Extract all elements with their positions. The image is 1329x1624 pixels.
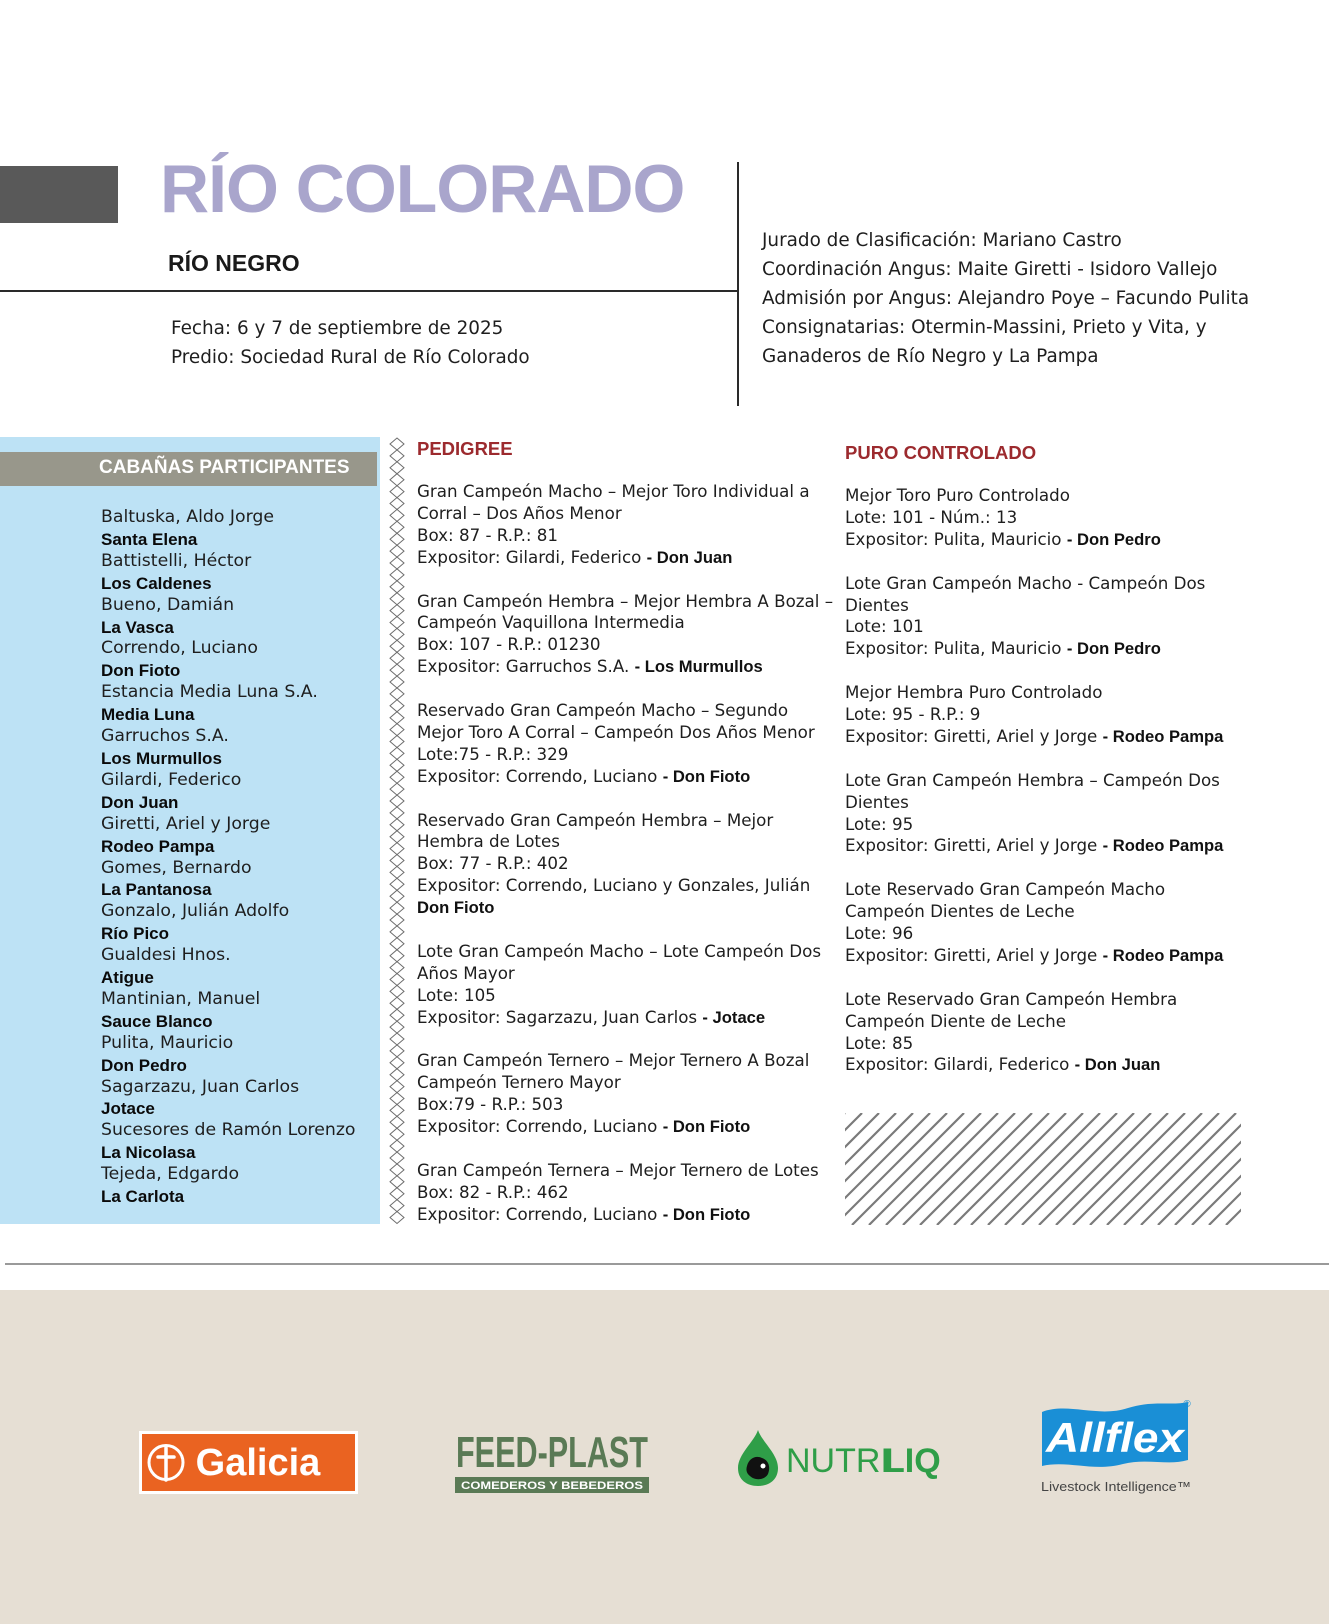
diamond-mark bbox=[390, 1212, 404, 1224]
award-block bbox=[417, 591, 833, 679]
diamond-mark bbox=[390, 1057, 404, 1069]
exhibitor-line bbox=[845, 726, 1223, 748]
nutriliq-text-a: NUTRI bbox=[786, 1442, 890, 1480]
diamond-mark bbox=[390, 878, 404, 890]
award-line: Lote Gran Campeón Hembra – Campeón Dos bbox=[845, 769, 1220, 790]
diamond-mark bbox=[390, 581, 404, 593]
staff-line: Jurado de Clasificación: Mariano Castro bbox=[762, 230, 1122, 251]
breeder-name: Giretti, Ariel y Jorge bbox=[101, 813, 271, 834]
hatch-line bbox=[869, 1113, 981, 1225]
bottom-rule bbox=[5, 1263, 1329, 1265]
exhibitor-cabana: - Don Fioto bbox=[662, 1204, 751, 1224]
award-line: Mejor Hembra Puro Controlado bbox=[845, 682, 1103, 703]
award-line: Campeón Diente de Leche bbox=[845, 1010, 1066, 1031]
diamond-mark bbox=[390, 688, 404, 700]
breeder-name: Gualdesi Hnos. bbox=[101, 945, 231, 966]
breeder-name: Bueno, Damián bbox=[101, 594, 235, 615]
exhibitor-cabana: - Rodeo Pampa bbox=[1102, 836, 1224, 856]
award-line: Lote: 101 - Núm.: 13 bbox=[845, 506, 1018, 527]
staff-info bbox=[762, 226, 1249, 371]
hatch-line bbox=[852, 1113, 964, 1225]
diamond-mark bbox=[390, 486, 404, 498]
diamond-mark bbox=[390, 509, 404, 521]
exhibitor-line bbox=[845, 835, 1223, 857]
diamond-mark bbox=[390, 914, 404, 926]
hatch-line bbox=[937, 1113, 1049, 1225]
feedplast-logo bbox=[455, 1423, 649, 1495]
feedplast-text: FEED-PLAST bbox=[456, 1428, 649, 1477]
diamond-mark bbox=[390, 1021, 404, 1033]
diamond-mark bbox=[390, 855, 404, 867]
nutriliq-logo bbox=[738, 1428, 958, 1488]
hatch-line bbox=[1141, 1113, 1253, 1225]
hatch-pattern-decoration bbox=[845, 1113, 1241, 1225]
hatch-line bbox=[818, 1113, 930, 1225]
hatch-line bbox=[1175, 1113, 1287, 1225]
exhibitor-name: Expositor: Gilardi, Federico bbox=[845, 1054, 1075, 1075]
diamond-mark bbox=[390, 866, 404, 878]
hatch-line bbox=[835, 1113, 947, 1225]
hatch-line bbox=[1277, 1113, 1329, 1225]
diamond-mark bbox=[390, 759, 404, 771]
exhibitor-line bbox=[417, 1116, 833, 1138]
exhibitor-name: Expositor: Pulita, Mauricio bbox=[845, 638, 1067, 659]
cabana-name: La Vasca bbox=[101, 617, 174, 637]
diamond-mark bbox=[390, 1009, 404, 1021]
diamond-mark bbox=[390, 795, 404, 807]
diamond-mark bbox=[390, 557, 404, 569]
diamond-mark bbox=[390, 1152, 404, 1164]
hatch-line bbox=[903, 1113, 1015, 1225]
diamond-mark bbox=[390, 450, 404, 462]
award-line: Dientes bbox=[845, 594, 909, 615]
cabana-name: Don Juan bbox=[101, 792, 179, 812]
pedigree-column bbox=[417, 481, 833, 1248]
diamond-mark bbox=[390, 1116, 404, 1128]
cabana-name: Los Murmullos bbox=[101, 748, 222, 768]
exhibitor-name: Expositor: Correndo, Luciano bbox=[417, 1116, 663, 1137]
diamond-mark bbox=[390, 938, 404, 950]
award-line: Lote Reservado Gran Campeón Hembra bbox=[845, 988, 1178, 1009]
hatch-line bbox=[1107, 1113, 1219, 1225]
exhibitor-name: Expositor: Garruchos S.A. bbox=[417, 656, 635, 677]
diamond-mark bbox=[390, 1188, 404, 1200]
award-line: Gran Campeón Ternera – Mejor Ternero de Lotes bbox=[417, 1160, 819, 1180]
diamond-mark bbox=[390, 1200, 404, 1212]
allflex-text: Allflex bbox=[1044, 1414, 1186, 1461]
award-block bbox=[845, 989, 1223, 1077]
award-line: Años Mayor bbox=[417, 962, 515, 983]
exhibitor-line bbox=[845, 945, 1223, 967]
diamond-mark bbox=[390, 1033, 404, 1045]
award-line: Gran Campeón Macho – Mejor Toro Individual a bbox=[417, 481, 810, 501]
exhibitor-name: Expositor: Giretti, Ariel y Jorge bbox=[845, 725, 1103, 746]
diamond-mark bbox=[390, 997, 404, 1009]
hatch-line bbox=[1294, 1113, 1329, 1225]
diamond-mark bbox=[390, 1140, 404, 1152]
page-subtitle: RÍO NEGRO bbox=[168, 250, 300, 276]
cabana-name: Jotace bbox=[101, 1099, 155, 1119]
exhibitor-cabana: - Don Juan bbox=[1074, 1055, 1161, 1075]
award-block bbox=[845, 485, 1223, 551]
staff-line: Admisión por Angus: Alejandro Poye – Facundo Pulita bbox=[762, 288, 1250, 309]
exhibitor-line bbox=[417, 547, 833, 569]
hatch-line bbox=[1260, 1113, 1329, 1225]
diamond-mark bbox=[390, 593, 404, 605]
diamond-mark bbox=[390, 985, 404, 997]
allflex-registered: ® bbox=[1183, 1399, 1191, 1410]
header-divider bbox=[737, 162, 739, 406]
allflex-tagline: Livestock Intelligence™ bbox=[1041, 1479, 1191, 1494]
diamond-mark bbox=[390, 1128, 404, 1140]
hatch-line bbox=[1005, 1113, 1117, 1225]
breeder-name: Sagarzazu, Juan Carlos bbox=[101, 1076, 300, 1097]
award-line: Box: 82 - R.P.: 462 bbox=[417, 1181, 569, 1202]
breeder-name: Battistelli, Héctor bbox=[101, 550, 252, 571]
exhibitor-cabana: - Rodeo Pampa bbox=[1102, 726, 1224, 746]
diamond-mark bbox=[390, 521, 404, 533]
diamond-mark bbox=[390, 1093, 404, 1105]
award-line: Box: 77 - R.P.: 402 bbox=[417, 853, 569, 874]
hatch-line bbox=[886, 1113, 998, 1225]
breeder-name: Correndo, Luciano bbox=[101, 638, 258, 659]
cabana-name: Don Fioto bbox=[101, 661, 181, 681]
award-line: Mejor Toro A Corral – Campeón Dos Años Menor bbox=[417, 721, 815, 742]
exhibitor-line bbox=[417, 656, 833, 678]
hatch-line bbox=[1073, 1113, 1185, 1225]
award-line: Dientes bbox=[845, 791, 909, 812]
exhibitor-cabana: - Don Juan bbox=[646, 547, 733, 567]
diamond-mark bbox=[390, 569, 404, 581]
exhibitor-line bbox=[845, 638, 1223, 660]
hatch-line bbox=[1192, 1113, 1304, 1225]
award-block bbox=[417, 810, 833, 920]
award-line: Lote: 85 bbox=[845, 1032, 914, 1053]
cabanas-list bbox=[101, 507, 356, 1208]
diamond-mark bbox=[390, 1069, 404, 1081]
cabana-name: Río Pico bbox=[101, 924, 170, 944]
exhibitor-line bbox=[417, 1007, 833, 1029]
event-date: Fecha: 6 y 7 de septiembre de 2025 bbox=[171, 318, 504, 339]
award-line: Lote: 96 bbox=[845, 923, 914, 944]
hatch-line bbox=[920, 1113, 1032, 1225]
diamond-mark bbox=[390, 724, 404, 736]
title-accent-bar bbox=[0, 166, 118, 223]
award-block bbox=[417, 941, 833, 1029]
exhibitor-cabana: - Don Fioto bbox=[662, 1117, 751, 1137]
event-venue: Predio: Sociedad Rural de Río Colorado bbox=[171, 347, 530, 368]
diamond-mark bbox=[390, 498, 404, 510]
exhibitor-cabana: - Don Pedro bbox=[1066, 529, 1161, 549]
award-line: Lote: 105 bbox=[417, 984, 496, 1005]
hatch-line bbox=[1209, 1113, 1321, 1225]
header-rule bbox=[0, 290, 738, 292]
diamond-mark bbox=[390, 533, 404, 545]
cabana-name: Media Luna bbox=[101, 705, 195, 725]
feedplast-subtext: COMEDEROS Y BEBEDEROS bbox=[461, 1480, 643, 1492]
diamond-mark bbox=[390, 950, 404, 962]
diamond-mark bbox=[390, 545, 404, 557]
diamond-mark bbox=[390, 664, 404, 676]
cabana-name: La Carlota bbox=[101, 1187, 185, 1207]
award-line: Lote:75 - R.P.: 329 bbox=[417, 743, 569, 764]
staff-line: Consignatarias: Otermin-Massini, Prieto y Vita, y bbox=[762, 317, 1207, 338]
award-line: Campeón Ternero Mayor bbox=[417, 1072, 621, 1093]
breeder-name: Gilardi, Federico bbox=[101, 769, 242, 790]
allflex-logo bbox=[1038, 1398, 1194, 1498]
hatch-line bbox=[1039, 1113, 1151, 1225]
diamond-mark bbox=[390, 640, 404, 652]
diamond-mark bbox=[390, 1104, 404, 1116]
award-line: Box:79 - R.P.: 503 bbox=[417, 1094, 564, 1115]
hatch-line bbox=[1022, 1113, 1134, 1225]
diamond-mark bbox=[390, 747, 404, 759]
exhibitor-name: Expositor: Pulita, Mauricio bbox=[845, 528, 1067, 549]
award-line: Lote Reservado Gran Campeón Macho bbox=[845, 879, 1166, 900]
diamond-mark bbox=[390, 819, 404, 831]
exhibitor-line bbox=[417, 897, 833, 919]
diamond-mark bbox=[390, 1164, 404, 1176]
breeder-name: Mantinian, Manuel bbox=[101, 988, 261, 1009]
award-line: Campeón Dientes de Leche bbox=[845, 901, 1075, 922]
cabana-name: Los Caldenes bbox=[101, 573, 212, 593]
award-line: Corral – Dos Años Menor bbox=[417, 502, 622, 523]
diamond-strip-decoration bbox=[389, 438, 405, 1224]
diamond-mark bbox=[390, 736, 404, 748]
cabana-name: Don Pedro bbox=[101, 1055, 187, 1075]
event-info bbox=[171, 314, 530, 372]
staff-line: Ganaderos de Río Negro y La Pampa bbox=[762, 346, 1099, 367]
hatch-line bbox=[1158, 1113, 1270, 1225]
breeder-name: Estancia Media Luna S.A. bbox=[101, 682, 318, 703]
diamond-mark bbox=[390, 831, 404, 843]
breeder-name: Garruchos S.A. bbox=[101, 726, 229, 747]
hatch-line bbox=[971, 1113, 1083, 1225]
puro-controlado-column bbox=[845, 485, 1223, 1098]
hatch-line bbox=[988, 1113, 1100, 1225]
award-block bbox=[845, 770, 1223, 858]
award-line: Mejor Toro Puro Controlado bbox=[845, 485, 1070, 505]
award-line: Gran Campeón Hembra – Mejor Hembra A Bozal – bbox=[417, 590, 834, 611]
exhibitor-name: Expositor: Correndo, Luciano bbox=[417, 765, 663, 786]
exhibitor-cabana: Don Fioto bbox=[417, 898, 495, 918]
cabana-name: Rodeo Pampa bbox=[101, 836, 215, 856]
exhibitor-line bbox=[845, 1054, 1223, 1076]
award-line: Lote Gran Campeón Macho - Campeón Dos bbox=[845, 572, 1206, 593]
exhibitor-cabana: - Don Pedro bbox=[1066, 639, 1161, 659]
diamond-mark bbox=[390, 783, 404, 795]
nutriliq-text-b: LIQ bbox=[884, 1442, 941, 1480]
exhibitor-line bbox=[845, 529, 1223, 551]
award-block bbox=[845, 879, 1223, 967]
hatch-line bbox=[1124, 1113, 1236, 1225]
award-block bbox=[417, 1050, 833, 1138]
award-line: Lote Gran Campeón Macho – Lote Campeón Dos bbox=[417, 940, 822, 961]
award-line: Box: 87 - R.P.: 81 bbox=[417, 524, 559, 545]
exhibitor-line bbox=[417, 766, 833, 788]
diamond-mark bbox=[390, 605, 404, 617]
exhibitor-name: Expositor: Gilardi, Federico bbox=[417, 546, 647, 567]
exhibitor-cabana: - Jotace bbox=[702, 1007, 766, 1027]
award-block bbox=[417, 1160, 833, 1226]
diamond-mark bbox=[390, 1045, 404, 1057]
puro-controlado-title: PURO CONTROLADO bbox=[845, 442, 1037, 463]
hatch-line bbox=[1226, 1113, 1329, 1225]
diamond-mark bbox=[390, 771, 404, 783]
award-line: Reservado Gran Campeón Hembra – Mejor bbox=[417, 809, 774, 830]
exhibitor-line bbox=[417, 1204, 833, 1226]
exhibitor-name: Expositor: Giretti, Ariel y Jorge bbox=[845, 944, 1103, 965]
exhibitor-cabana: - Rodeo Pampa bbox=[1102, 945, 1224, 965]
diamond-mark bbox=[390, 843, 404, 855]
cabanas-title: CABAÑAS PARTICIPANTES bbox=[99, 457, 350, 478]
award-line: Hembra de Lotes bbox=[417, 831, 560, 852]
diamond-mark bbox=[390, 902, 404, 914]
cabana-name: Santa Elena bbox=[101, 529, 198, 549]
hatch-line bbox=[1056, 1113, 1168, 1225]
award-line: Campeón Vaquillona Intermedia bbox=[417, 612, 685, 633]
diamond-mark bbox=[390, 676, 404, 688]
breeder-name: Tejeda, Edgardo bbox=[101, 1164, 240, 1185]
diamond-mark bbox=[390, 652, 404, 664]
hatch-line bbox=[1090, 1113, 1202, 1225]
breeder-name: Baltuska, Aldo Jorge bbox=[101, 507, 274, 527]
award-line: Expositor: Correndo, Luciano y Gonzales, Julián bbox=[417, 875, 811, 896]
diamond-mark bbox=[390, 617, 404, 629]
cabana-name: La Nicolasa bbox=[101, 1143, 196, 1163]
breeder-name: Pulita, Mauricio bbox=[101, 1032, 234, 1053]
exhibitor-name: Expositor: Correndo, Luciano bbox=[417, 1203, 663, 1224]
exhibitor-name: Expositor: Sagarzazu, Juan Carlos bbox=[417, 1006, 703, 1027]
cabana-name: Sauce Blanco bbox=[101, 1011, 213, 1031]
award-block bbox=[845, 573, 1223, 661]
breeder-name: Gomes, Bernardo bbox=[101, 857, 252, 878]
diamond-mark bbox=[390, 1081, 404, 1093]
diamond-mark bbox=[390, 462, 404, 474]
diamond-mark bbox=[390, 807, 404, 819]
diamond-mark bbox=[390, 628, 404, 640]
award-block bbox=[845, 682, 1223, 748]
diamond-mark bbox=[390, 438, 404, 450]
award-line: Reservado Gran Campeón Macho – Segundo bbox=[417, 700, 789, 721]
diamond-mark bbox=[390, 700, 404, 712]
award-line: Box: 107 - R.P.: 01230 bbox=[417, 634, 601, 655]
cabana-name: La Pantanosa bbox=[101, 880, 212, 900]
award-line: Gran Campeón Ternero – Mejor Ternero A Bozal bbox=[417, 1050, 810, 1071]
exhibitor-name: Expositor: Giretti, Ariel y Jorge bbox=[845, 835, 1103, 856]
exhibitor-cabana: - Los Murmullos bbox=[634, 657, 763, 677]
hatch-line bbox=[1311, 1113, 1329, 1225]
diamond-mark bbox=[390, 926, 404, 938]
breeder-name: Sucesores de Ramón Lorenzo bbox=[101, 1120, 356, 1141]
diamond-mark bbox=[390, 962, 404, 974]
diamond-mark bbox=[390, 974, 404, 986]
hatch-line bbox=[1243, 1113, 1329, 1225]
galicia-logo bbox=[139, 1431, 358, 1494]
staff-line: Coordinación Angus: Maite Giretti - Isidoro Vallejo bbox=[762, 259, 1218, 280]
page-title: RÍO COLORADO bbox=[160, 151, 685, 227]
pedigree-title: PEDIGREE bbox=[417, 438, 513, 459]
cabana-name: Atigue bbox=[101, 968, 154, 988]
galicia-text: Galicia bbox=[195, 1442, 321, 1484]
exhibitor-cabana: - Don Fioto bbox=[662, 766, 751, 786]
hatch-line bbox=[954, 1113, 1066, 1225]
award-block bbox=[417, 700, 833, 788]
award-line: Lote: 95 bbox=[845, 813, 914, 834]
breeder-name: Gonzalo, Julián Adolfo bbox=[101, 901, 290, 922]
diamond-mark bbox=[390, 890, 404, 902]
award-block bbox=[417, 481, 833, 569]
award-line: Lote: 101 bbox=[845, 616, 924, 637]
diamond-mark bbox=[390, 474, 404, 486]
diamond-mark bbox=[390, 712, 404, 724]
award-line: Lote: 95 - R.P.: 9 bbox=[845, 704, 981, 725]
diamond-mark bbox=[390, 1176, 404, 1188]
